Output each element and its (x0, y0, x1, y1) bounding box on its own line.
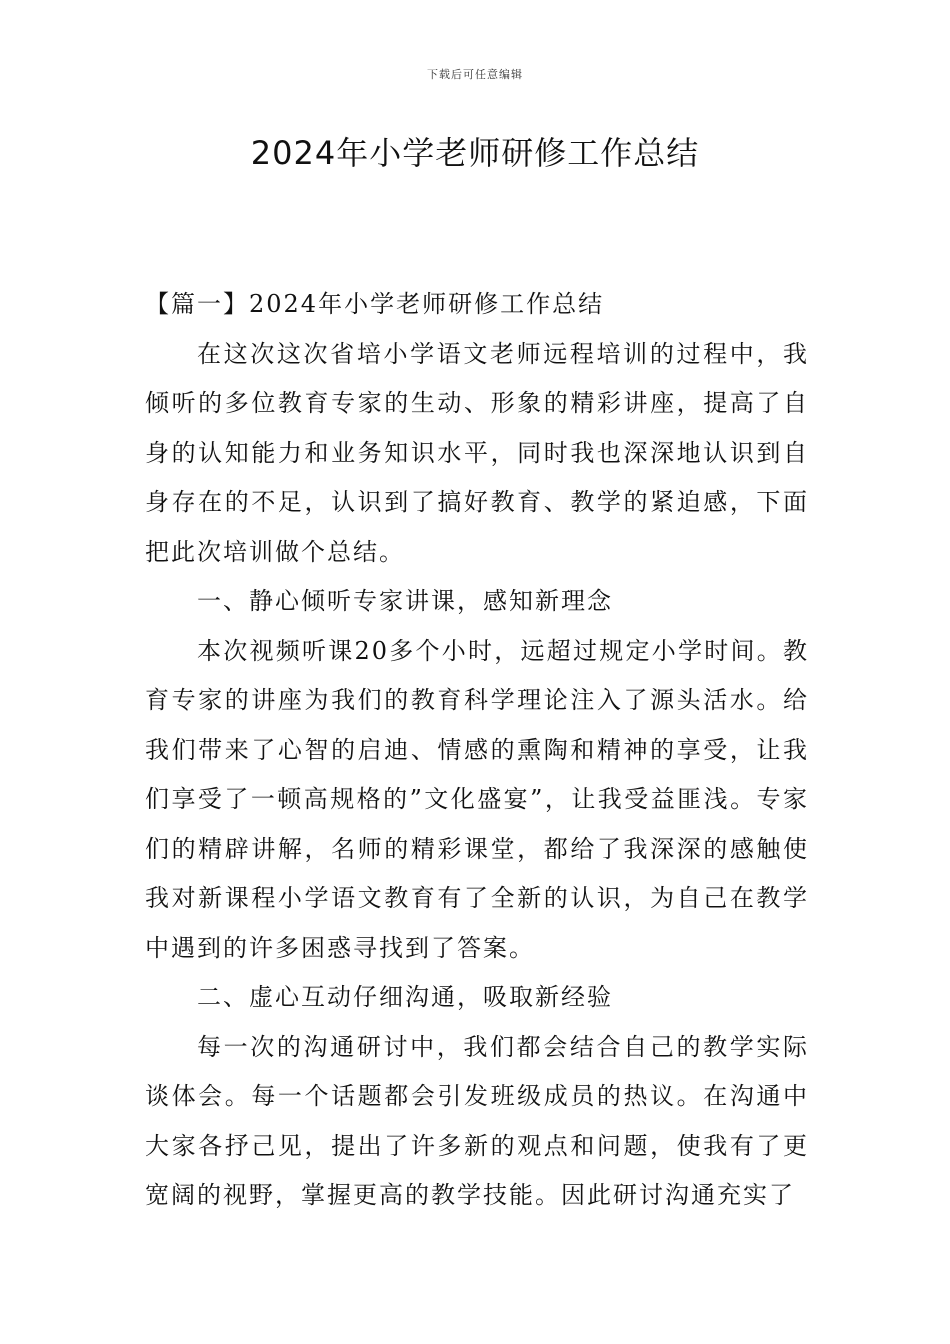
paragraph-two: 每一次的沟通研讨中，我们都会结合自己的教学实际谈体会。每一个话题都会引发班级成员的热议。在沟通中大家各抒己见，提出了许多新的观点和问题，使我有了更宽阔的视野，掌握更高的教学技能。因此研讨沟通充实了 (145, 1032, 809, 1209)
paragraph-one: 本次视频听课20多个小时，远超过规定小学时间。教育专家的讲座为我们的教育科学理论注入了源头活水。给我们带来了心智的启迪、情感的熏陶和精神的享受，让我们享受了一顿高规格的”文化盛宴”，让我受益匪浅。专家们的精辟讲解，名师的精彩课堂，都给了我深深的感触使我对新课程小学语文教育有了全新的认识，为自己在教学中遇到的许多困惑寻找到了答案。 (145, 636, 809, 962)
document-body (145, 280, 809, 1221)
intro-paragraph: 在这次这次省培小学语文老师远程培训的过程中，我倾听的多位教育专家的生动、形象的精彩讲座，提高了自身的认知能力和业务知识水平，同时我也深深地认识到自身存在的不足，认识到了搞好教育、教学的紧迫感，下面把此次培训做个总结。 (145, 339, 809, 566)
header-note: 下载后可任意编辑 (427, 68, 523, 81)
section-heading: 【篇一】2024年小学老师研修工作总结 (145, 290, 605, 318)
subheading-two: 二、虚心互动仔细沟通，吸取新经验 (197, 983, 613, 1011)
subheading-one: 一、静心倾听专家讲课，感知新理念 (197, 587, 613, 615)
document-title: 2024年小学老师研修工作总结 (250, 134, 700, 172)
